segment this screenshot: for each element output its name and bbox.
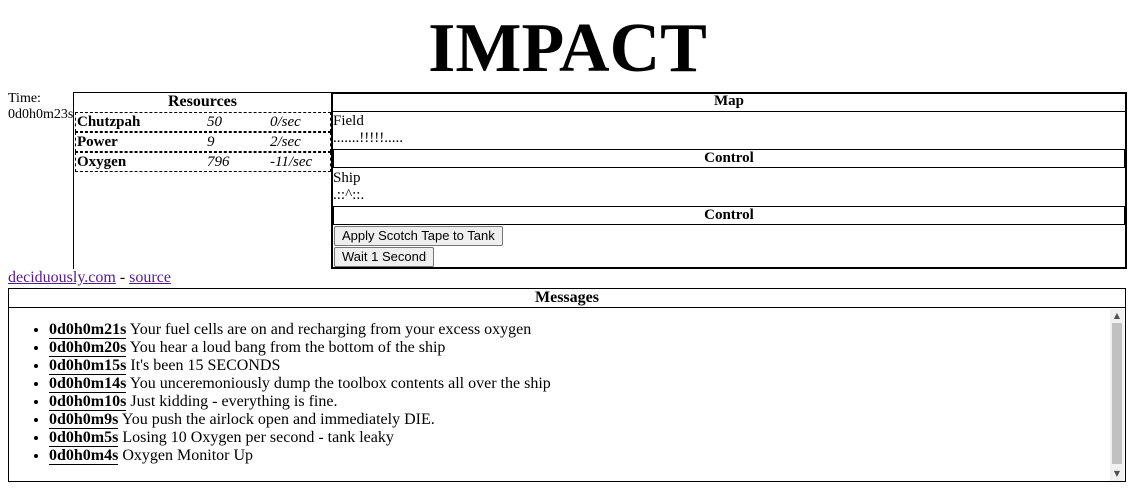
site-link[interactable]: deciduously.com [8, 269, 116, 286]
resource-rate: 0/sec [270, 114, 301, 130]
map-header: Map [333, 93, 1125, 112]
apply-scotch-tape-button[interactable]: Apply Scotch Tape to Tank [334, 226, 503, 246]
resource-row-chutzpah [75, 112, 331, 132]
resource-name: Power [77, 134, 118, 150]
resources-header: Resources [167, 93, 238, 110]
message-text: Your fuel cells are on and recharging from your excess oxygen [129, 321, 532, 338]
wait-1-second-button[interactable]: Wait 1 Second [334, 247, 434, 267]
source-link[interactable]: source [129, 269, 171, 286]
message-time: 0d0h0m5s [49, 429, 119, 446]
footer-links [8, 269, 171, 287]
message-item [49, 321, 551, 339]
control-header: Control [333, 149, 1125, 168]
message-item [49, 375, 551, 393]
resource-row-oxygen [75, 152, 331, 172]
ship-value: .::^::. [333, 187, 365, 203]
message-time: 0d0h0m9s [49, 411, 119, 428]
message-item [49, 411, 551, 429]
message-item [49, 339, 551, 357]
message-item [49, 357, 551, 375]
message-text: Just kidding - everything is fine. [130, 393, 338, 410]
link-separator: - [119, 269, 126, 286]
messages-panel [8, 288, 1126, 482]
field-label: Field [333, 113, 364, 129]
message-item [49, 393, 551, 411]
message-time: 0d0h0m4s [49, 447, 119, 464]
resource-value: 50 [207, 114, 222, 130]
message-text: You unceremoniously dump the toolbox contents all over the ship [129, 375, 551, 392]
resource-value: 9 [207, 134, 215, 150]
message-time: 0d0h0m21s [49, 321, 127, 338]
message-item [49, 429, 551, 447]
ship-label: Ship [333, 170, 361, 186]
message-text: Oxygen Monitor Up [122, 447, 254, 464]
message-item [49, 447, 551, 465]
message-time: 0d0h0m10s [49, 393, 127, 410]
resource-name: Chutzpah [77, 114, 141, 130]
messages-header: Messages [9, 289, 1125, 308]
map-panel [331, 92, 1127, 269]
time-value: 0d0h0m23s [8, 107, 74, 122]
resource-value: 796 [207, 154, 230, 170]
message-time: 0d0h0m20s [49, 339, 127, 356]
message-text: It's been 15 SECONDS [130, 357, 281, 374]
scroll-up-arrow-icon[interactable]: ▲ [1113, 311, 1121, 320]
page-title: IMPACT [428, 10, 707, 87]
message-time: 0d0h0m14s [49, 375, 127, 392]
resource-rate: -11/sec [270, 154, 313, 170]
scroll-down-arrow-icon[interactable]: ▼ [1113, 469, 1121, 478]
resources-panel [73, 92, 332, 269]
message-text: You hear a loud bang from the bottom of the ship [129, 339, 446, 356]
field-value: .......!!!!!..... [333, 130, 403, 146]
resource-row-power [75, 132, 331, 152]
message-time: 0d0h0m15s [49, 357, 127, 374]
scroll-thumb[interactable] [1112, 323, 1122, 464]
message-text: Losing 10 Oxygen per second - tank leaky [122, 429, 394, 446]
messages-list [9, 321, 551, 465]
message-text: You push the airlock open and immediately DIE. [121, 411, 435, 428]
resource-name: Oxygen [77, 154, 127, 170]
time-label: Time: [8, 91, 41, 106]
resource-rate: 2/sec [270, 134, 301, 150]
control-header-2: Control [333, 206, 1125, 225]
messages-scrollbar[interactable] [1110, 309, 1124, 481]
